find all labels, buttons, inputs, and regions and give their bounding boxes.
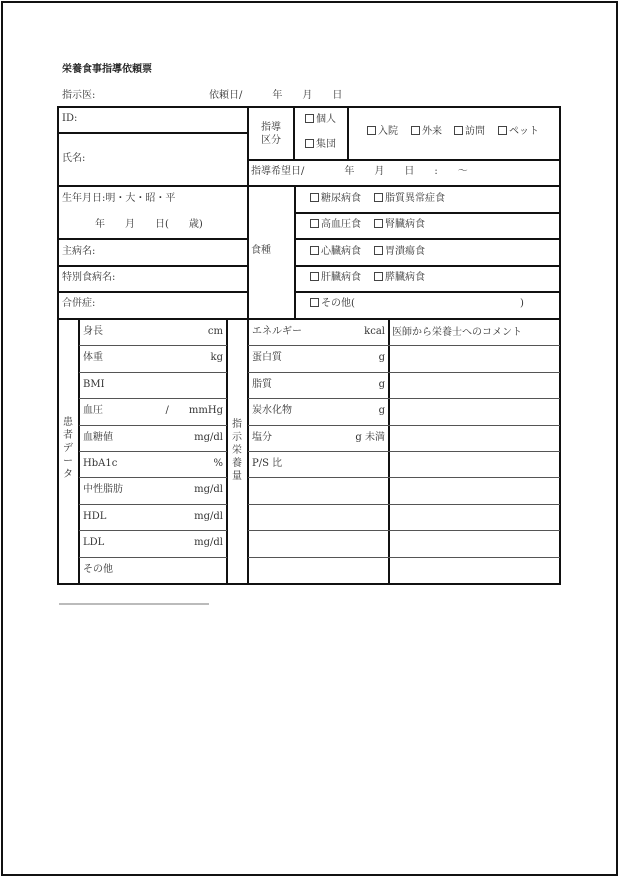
checkbox-diet[interactable]: 脂質異常症食 <box>374 193 445 205</box>
checkbox-icon[interactable] <box>310 193 319 202</box>
checkbox-icon[interactable] <box>374 272 383 281</box>
instruction-nutrition-label: 指示栄養量 <box>232 419 242 482</box>
checkbox-diet[interactable]: 膵臓病食 <box>374 272 425 284</box>
patient-row-input[interactable]: / mmHg <box>165 405 223 416</box>
checkbox-icon[interactable] <box>310 219 319 228</box>
checkbox-pet[interactable]: ペット <box>498 126 539 138</box>
diet-type-label: 食種 <box>251 245 271 256</box>
nutrient-row-label: 塩分 <box>252 432 272 443</box>
row-divider <box>248 504 389 505</box>
checkbox-diet[interactable]: 糖尿病食 <box>310 193 361 205</box>
comment-line <box>389 451 560 452</box>
row-divider <box>248 530 389 531</box>
nutrient-row-label: エネルギー <box>252 326 302 337</box>
patient-row-label: HDL <box>83 511 107 522</box>
nutrient-row-input[interactable]: g 未満 <box>355 432 385 443</box>
row-divider <box>79 557 227 558</box>
row-divider <box>248 451 389 452</box>
nutrient-row-input[interactable]: g <box>378 379 385 390</box>
main-disease-field[interactable]: 主病名: <box>62 246 96 257</box>
complications-field[interactable]: 合併症: <box>62 298 96 309</box>
patient-row-label: BMI <box>83 379 105 390</box>
patient-row-input[interactable]: mg/dl <box>194 511 223 522</box>
comment-line <box>389 557 560 558</box>
special-diet-field[interactable]: 特別食病名: <box>62 272 116 283</box>
comment-line <box>389 504 560 505</box>
patient-row-label: その他 <box>83 564 113 575</box>
row-divider <box>248 372 389 373</box>
row-divider <box>79 372 227 373</box>
patient-row-label: 血糖値 <box>83 432 113 443</box>
nutrient-row-label: 蛋白質 <box>252 352 282 363</box>
comment-line <box>389 530 560 531</box>
signature-line <box>59 603 209 605</box>
row-divider <box>79 398 227 399</box>
patient-row-label: 血圧 <box>83 405 103 416</box>
nutrient-row-input[interactable]: g <box>378 405 385 416</box>
patient-row-input[interactable]: mg/dl <box>194 484 223 495</box>
comment-line <box>389 372 560 373</box>
comment-line <box>389 425 560 426</box>
row-divider <box>248 477 389 478</box>
checkbox-icon[interactable] <box>305 139 314 148</box>
patient-row-label: 体重 <box>83 352 103 363</box>
nutrient-row-label: 脂質 <box>252 379 272 390</box>
row-divider <box>79 451 227 452</box>
row-divider <box>248 425 389 426</box>
patient-row-input[interactable]: kg <box>210 352 223 363</box>
row-divider <box>248 398 389 399</box>
row-divider <box>79 345 227 346</box>
patient-row-label: LDL <box>83 537 105 548</box>
row-divider <box>79 477 227 478</box>
request-date: 依頼日/ 年 月 日 <box>209 90 343 101</box>
checkbox-icon[interactable] <box>310 246 319 255</box>
checkbox-inpatient[interactable]: 入院 <box>367 126 398 138</box>
name-field[interactable]: 氏名: <box>62 153 86 164</box>
row-divider <box>248 557 389 558</box>
row-divider <box>79 425 227 426</box>
checkbox-icon[interactable] <box>305 114 314 123</box>
desired-date-field[interactable]: 指導希望日/ 年 月 日 : 〜 <box>251 166 468 177</box>
nutrient-row-input[interactable]: g <box>378 352 385 363</box>
patient-data-label: 患者データ <box>63 417 73 480</box>
form-title: 栄養食事指導依頼票 <box>62 64 152 75</box>
other-close: ) <box>520 298 524 309</box>
checkbox-icon[interactable] <box>374 219 383 228</box>
comment-label: 医師から栄養士へのコメント <box>392 327 522 338</box>
patient-row-label: 身長 <box>83 326 103 337</box>
nutrient-row-label: 炭水化物 <box>252 405 292 416</box>
patient-row-input[interactable]: mg/dl <box>194 537 223 548</box>
comment-line <box>389 398 560 399</box>
row-divider <box>79 504 227 505</box>
checkbox-diet[interactable]: 胃潰瘍食 <box>374 246 425 258</box>
checkbox-diet[interactable]: 肝臓病食 <box>310 272 361 284</box>
row-divider <box>248 345 389 346</box>
checkbox-diet[interactable]: 高血圧食 <box>310 219 361 231</box>
patient-row-label: HbA1c <box>83 458 118 469</box>
checkbox-icon[interactable] <box>498 126 507 135</box>
row-divider <box>79 530 227 531</box>
checkbox-individual[interactable]: 個人 <box>305 114 336 126</box>
birthdate-field[interactable]: 生年月日:明・大・昭・平 <box>62 193 176 204</box>
patient-row-input[interactable]: mg/dl <box>194 432 223 443</box>
birthdate-fill: 年 月 日( 歳) <box>95 219 203 230</box>
checkbox-icon[interactable] <box>310 298 319 307</box>
checkbox-diet[interactable]: 腎臓病食 <box>374 219 425 231</box>
checkbox-icon[interactable] <box>367 126 376 135</box>
comment-line <box>389 345 560 346</box>
checkbox-other[interactable]: その他( <box>310 298 355 310</box>
checkbox-visit[interactable]: 訪問 <box>454 126 485 138</box>
doctor-label: 指示医: <box>62 90 96 101</box>
patient-row-label: 中性脂肪 <box>83 484 123 495</box>
checkbox-icon[interactable] <box>310 272 319 281</box>
checkbox-icon[interactable] <box>411 126 420 135</box>
comment-line <box>389 477 560 478</box>
checkbox-outpatient[interactable]: 外来 <box>411 126 442 138</box>
checkbox-icon[interactable] <box>374 193 383 202</box>
patient-row-input[interactable]: cm <box>207 326 223 337</box>
guidance-type-label: 指導 区分 <box>261 122 281 146</box>
checkbox-group[interactable]: 集団 <box>305 139 336 151</box>
checkbox-icon[interactable] <box>374 246 383 255</box>
patient-row-input[interactable]: % <box>213 458 223 469</box>
checkbox-diet[interactable]: 心臓病食 <box>310 246 361 258</box>
nutrient-row-label: P/S 比 <box>252 458 283 469</box>
id-field[interactable]: ID: <box>62 113 78 124</box>
nutrient-row-input[interactable]: kcal <box>364 326 385 337</box>
checkbox-icon[interactable] <box>454 126 463 135</box>
